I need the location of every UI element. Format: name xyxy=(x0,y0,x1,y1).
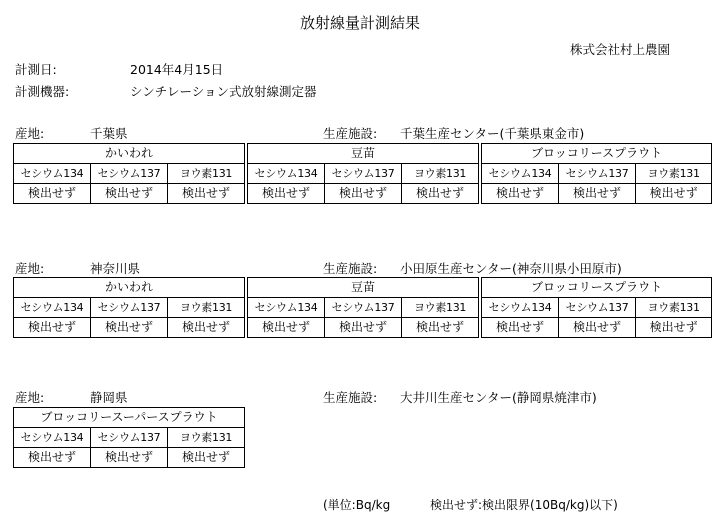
result-cell: 検出せず xyxy=(91,184,168,204)
results-table-chiba xyxy=(13,143,712,204)
result-cell: 検出せず xyxy=(325,184,402,204)
isotope-header: ヨウ素131 xyxy=(168,164,245,184)
facility-value: 大井川生産センター(静岡県焼津市) xyxy=(400,390,597,405)
result-cell: 検出せず xyxy=(325,318,402,338)
isotope-header: セシウム137 xyxy=(559,298,636,318)
results-table-shizuoka xyxy=(13,407,245,468)
isotope-header: ヨウ素131 xyxy=(636,164,712,184)
group-header-row xyxy=(14,278,712,298)
result-cell: 検出せず xyxy=(482,184,559,204)
isotope-header-row xyxy=(14,428,245,448)
facility-value: 小田原生産センター(神奈川県小田原市) xyxy=(400,261,622,276)
measure-date-value: 2014年4月15日 xyxy=(130,62,224,77)
isotope-header: ヨウ素131 xyxy=(636,298,712,318)
result-row xyxy=(14,448,245,468)
group-name: 豆苗 xyxy=(248,278,479,298)
isotope-header: ヨウ素131 xyxy=(402,164,479,184)
result-cell: 検出せず xyxy=(91,318,168,338)
isotope-header-row xyxy=(14,164,712,184)
company-name: 株式会社村上農園 xyxy=(570,42,671,57)
group-header-row xyxy=(14,408,245,428)
isotope-header: セシウム137 xyxy=(559,164,636,184)
isotope-header: ヨウ素131 xyxy=(168,298,245,318)
result-cell: 検出せず xyxy=(168,318,245,338)
result-cell: 検出せず xyxy=(14,318,91,338)
facility-label: 生産施設: xyxy=(323,390,378,405)
result-cell: 検出せず xyxy=(14,448,91,468)
measure-date-label: 計測日: xyxy=(15,62,57,77)
isotope-header: セシウム137 xyxy=(325,164,402,184)
result-cell: 検出せず xyxy=(14,184,91,204)
result-cell: 検出せず xyxy=(168,448,245,468)
isotope-header: セシウム137 xyxy=(91,164,168,184)
group-header-row xyxy=(14,144,712,164)
result-cell: 検出せず xyxy=(248,184,325,204)
group-name: ブロッコリースプラウト xyxy=(482,144,712,164)
unit-note: (単位:Bq/kg xyxy=(323,498,391,512)
result-cell: 検出せず xyxy=(482,318,559,338)
result-row xyxy=(14,184,712,204)
isotope-header: ヨウ素131 xyxy=(402,298,479,318)
document-title: 放射線量計測結果 xyxy=(299,14,420,32)
group-name: 豆苗 xyxy=(248,144,479,164)
isotope-header: セシウム134 xyxy=(482,298,559,318)
isotope-header: ヨウ素131 xyxy=(168,428,245,448)
isotope-header: セシウム137 xyxy=(325,298,402,318)
origin-value: 千葉県 xyxy=(90,126,128,141)
group-name: かいわれ xyxy=(14,278,245,298)
device-value: シンチレーション式放射線測定器 xyxy=(130,84,317,99)
isotope-header: セシウム134 xyxy=(14,298,91,318)
device-label: 計測機器: xyxy=(15,84,70,99)
origin-label: 産地: xyxy=(15,126,45,141)
result-cell: 検出せず xyxy=(559,318,636,338)
results-table-kanagawa xyxy=(13,277,712,338)
group-name: ブロッコリースプラウト xyxy=(482,278,712,298)
isotope-header: セシウム134 xyxy=(14,428,91,448)
result-cell: 検出せず xyxy=(402,318,479,338)
isotope-header-row xyxy=(14,298,712,318)
detection-limit-note: 検出せず:検出限界(10Bq/kg)以下) xyxy=(430,498,618,512)
group-name: ブロッコリースーパースプラウト xyxy=(14,408,245,428)
isotope-header: セシウム134 xyxy=(248,298,325,318)
isotope-header: セシウム134 xyxy=(248,164,325,184)
result-cell: 検出せず xyxy=(91,448,168,468)
facility-value: 千葉生産センター(千葉県東金市) xyxy=(400,126,585,141)
result-cell: 検出せず xyxy=(559,184,636,204)
origin-label: 産地: xyxy=(15,261,45,276)
result-cell: 検出せず xyxy=(636,318,712,338)
result-cell: 検出せず xyxy=(248,318,325,338)
facility-label: 生産施設: xyxy=(323,261,378,276)
result-cell: 検出せず xyxy=(168,184,245,204)
result-row xyxy=(14,318,712,338)
isotope-header: セシウム134 xyxy=(14,164,91,184)
origin-label: 産地: xyxy=(15,390,45,405)
origin-value: 静岡県 xyxy=(90,390,128,405)
origin-value: 神奈川県 xyxy=(90,261,141,276)
isotope-header: セシウム134 xyxy=(482,164,559,184)
isotope-header: セシウム137 xyxy=(91,428,168,448)
result-cell: 検出せず xyxy=(402,184,479,204)
result-cell: 検出せず xyxy=(636,184,712,204)
isotope-header: セシウム137 xyxy=(91,298,168,318)
group-name: かいわれ xyxy=(14,144,245,164)
facility-label: 生産施設: xyxy=(323,126,378,141)
